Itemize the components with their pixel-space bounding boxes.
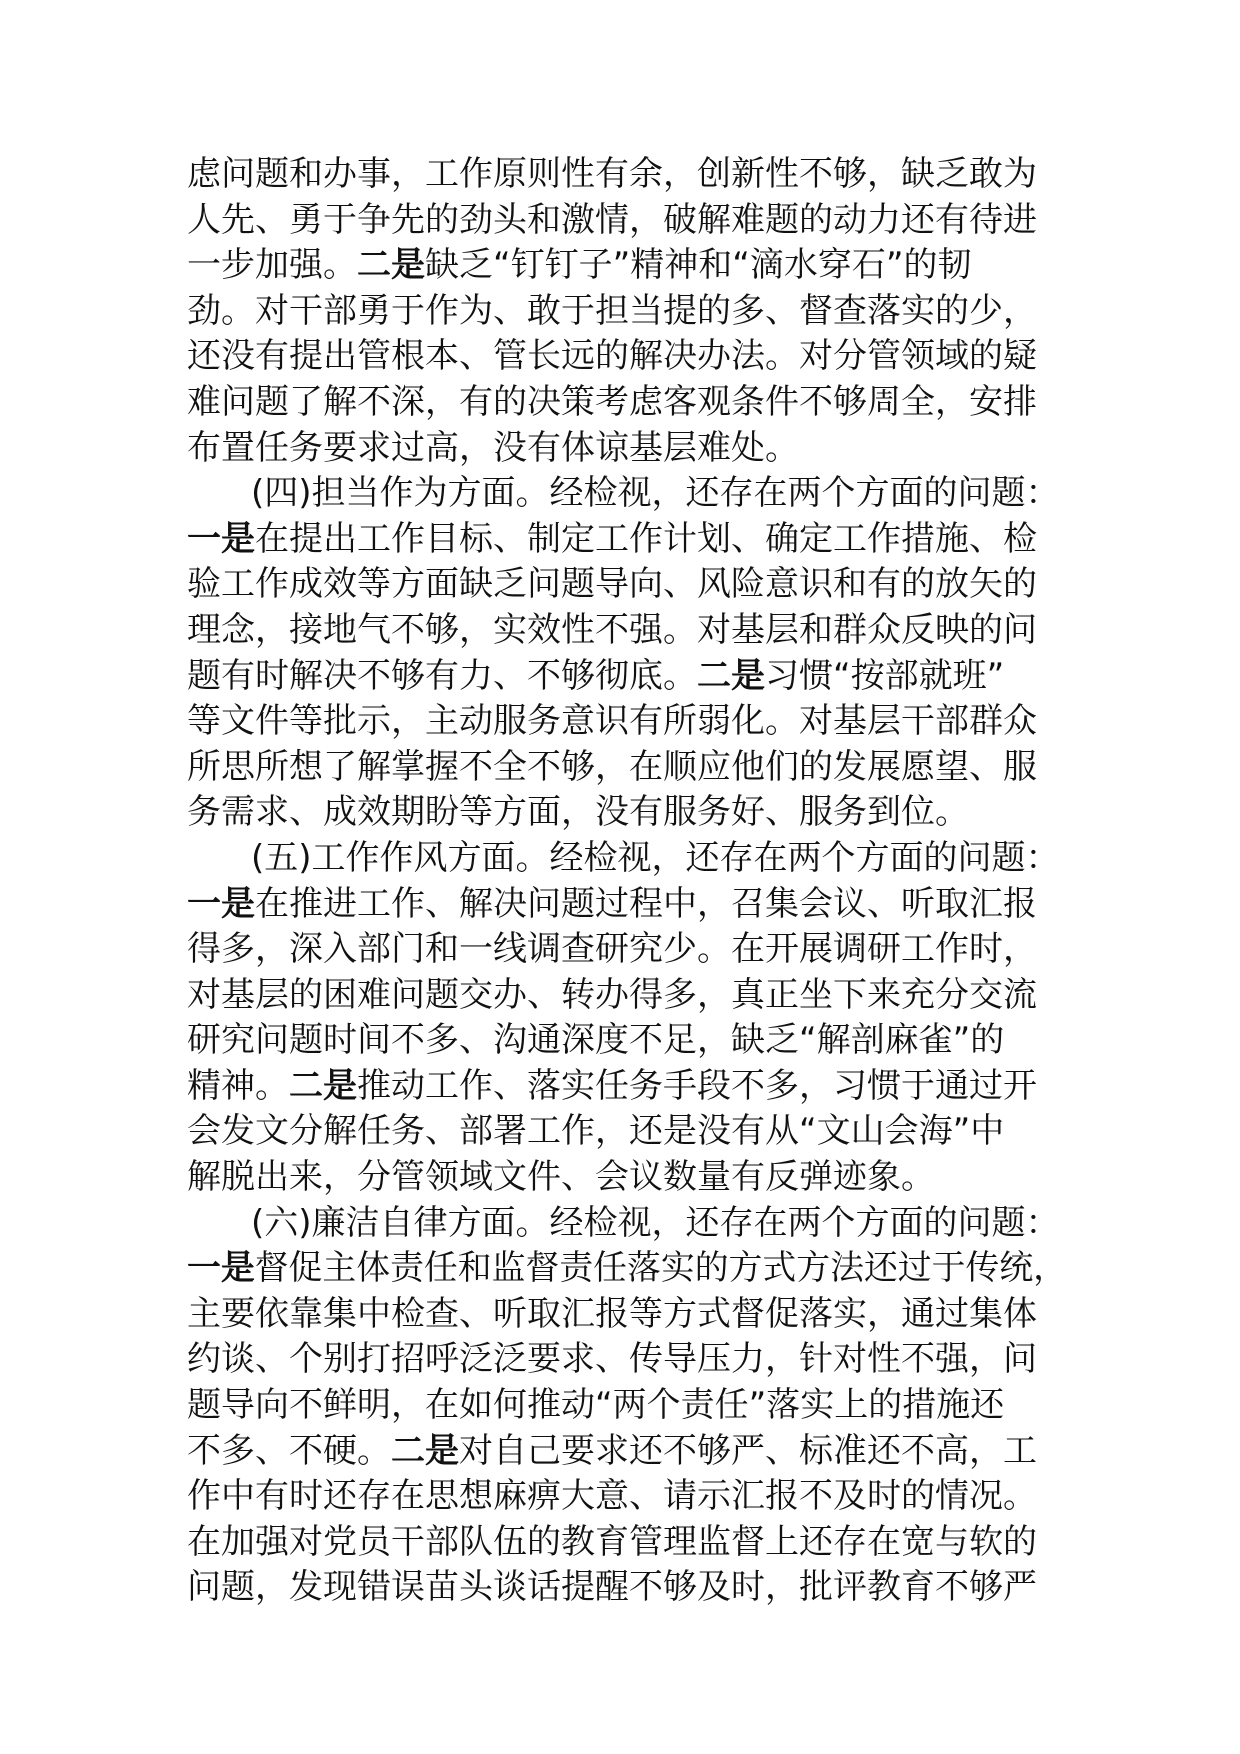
text-run: 主要依靠集中检查、听取汇报等方式督促落实，通过集体 [187, 1293, 1037, 1334]
text-run: 人先、勇于争先的劲头和激情，破解难题的动力还有待进 [187, 199, 1037, 240]
text-run: 在推进工作、解决问题过程中，召集会议、听取汇报 [255, 883, 1037, 924]
text-run: (六)廉洁自律方面。经检视，还存在两个方面的问题： [251, 1202, 1060, 1243]
text-line [187, 1109, 1067, 1155]
text-run: 题导向不鲜明，在如何推动“两个责任”落实上的措施还 [187, 1385, 1005, 1426]
emphasis-text: 二是 [357, 245, 425, 286]
text-run: 督促主体责任和监督责任落实的方式方法还过于传统， [254, 1248, 1068, 1289]
emphasis-text: 一是 [187, 1248, 255, 1289]
text-run: (五)工作作风方面。经检视，还存在两个方面的问题： [251, 837, 1060, 878]
text-line [187, 289, 1067, 335]
text-run: 得多，深入部门和一线调查研究少。在开展调研工作时， [187, 929, 1037, 970]
text-line [187, 1337, 1067, 1383]
text-run: 问题，发现错误苗头谈话提醒不够及时，批评教育不够严 [187, 1567, 1037, 1608]
text-line [187, 1018, 1067, 1064]
text-line [187, 790, 1067, 836]
text-line [187, 1429, 1067, 1475]
text-line [187, 1064, 1067, 1110]
text-line [187, 471, 1067, 517]
text-run: 推动工作、落实任务手段不多，习惯于通过开 [357, 1065, 1037, 1106]
emphasis-text: 二是 [391, 1430, 459, 1471]
text-run: 虑问题和办事，工作原则性有余，创新性不够，缺乏敢为 [187, 154, 1037, 194]
text-line [187, 699, 1067, 745]
text-run: 作中有时还存在思想麻痹大意、请示汇报不及时的情况。 [187, 1476, 1037, 1517]
text-run: 解脱出来，分管领域文件、会议数量有反弹迹象。 [187, 1157, 935, 1198]
text-line [187, 1565, 1067, 1611]
text-line [187, 380, 1067, 426]
text-run: 验工作成效等方面缺乏问题导向、风险意识和有的放矢的 [187, 564, 1037, 605]
text-run: 难问题了解不深，有的决策考虑客观条件不够周全，安排 [187, 381, 1037, 422]
text-line [187, 426, 1067, 472]
text-line [187, 608, 1067, 654]
text-line [187, 1474, 1067, 1520]
text-run: 劲。对干部勇于作为、敢于担当提的多、督查落实的少， [187, 290, 1037, 331]
text-line [187, 1383, 1067, 1429]
text-run: 会发文分解任务、部署工作，还是没有从“文山会海”中 [187, 1111, 1005, 1152]
text-run: 不多、不硬。 [187, 1430, 391, 1471]
text-line [187, 152, 1067, 198]
emphasis-text: 二是 [697, 655, 765, 696]
text-line [187, 1201, 1067, 1247]
text-line [187, 745, 1067, 791]
emphasis-text: 二是 [289, 1065, 357, 1106]
text-run: 理念，接地气不够，实效性不强。对基层和群众反映的问 [187, 609, 1037, 650]
text-run: 布置任务要求过高，没有体谅基层难处。 [187, 427, 799, 468]
text-line [187, 562, 1067, 608]
text-run: 缺乏“钉钉子”精神和“滴水穿石”的韧 [425, 245, 972, 286]
text-line [187, 927, 1067, 973]
text-run: 对自己要求还不够严、标准还不高，工 [459, 1430, 1037, 1471]
text-run: 约谈、个别打招呼泛泛要求、传导压力，针对性不强，问 [187, 1339, 1037, 1380]
text-line [187, 1155, 1067, 1201]
text-run: (四)担当作为方面。经检视，还存在两个方面的问题： [251, 473, 1060, 514]
text-run: 精神。 [187, 1065, 289, 1106]
text-run: 一步加强。 [187, 245, 357, 286]
text-line [187, 198, 1067, 244]
text-run: 等文件等批示，主动服务意识有所弱化。对基层干部群众 [187, 701, 1037, 742]
text-line [187, 1246, 1068, 1292]
text-line [187, 1520, 1067, 1566]
text-run: 习惯“按部就班” [765, 655, 1005, 696]
text-run: 在加强对党员干部队伍的教育管理监督上还存在宽与软的 [187, 1521, 1037, 1562]
text-run: 在提出工作目标、制定工作计划、确定工作措施、检 [255, 518, 1037, 559]
emphasis-text: 一是 [187, 883, 255, 924]
text-run: 务需求、成效期盼等方面，没有服务好、服务到位。 [187, 792, 969, 833]
text-line [187, 517, 1067, 563]
text-run: 还没有提出管根本、管长远的解决办法。对分管领域的疑 [187, 336, 1037, 377]
text-run: 题有时解决不够有力、不够彻底。 [187, 655, 697, 696]
text-line [187, 973, 1067, 1019]
text-line [187, 882, 1067, 928]
emphasis-text: 一是 [187, 518, 255, 559]
text-run: 对基层的困难问题交办、转办得多，真正坐下来充分交流 [187, 974, 1037, 1015]
text-line [187, 654, 1067, 700]
body-text [187, 152, 1067, 1611]
text-line [187, 836, 1067, 882]
text-line [187, 334, 1067, 380]
text-run: 所思所想了解掌握不全不够，在顺应他们的发展愿望、服 [187, 746, 1037, 787]
text-line [187, 243, 1067, 289]
text-run: 研究问题时间不多、沟通深度不足，缺乏“解剖麻雀”的 [187, 1020, 1005, 1061]
text-line [187, 1292, 1067, 1338]
